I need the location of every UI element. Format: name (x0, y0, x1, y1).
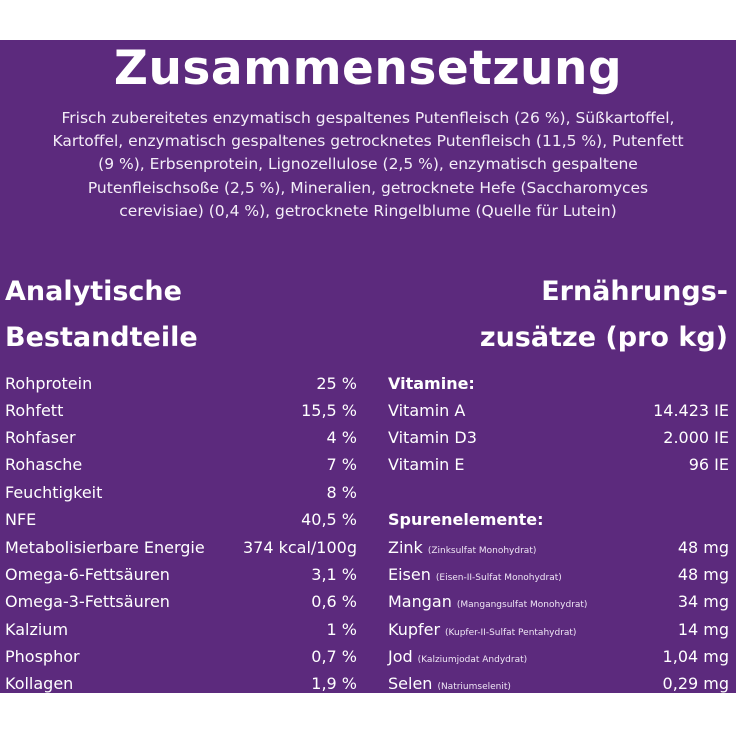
analytics-label: NFE (5, 510, 37, 529)
analytics-row (5, 561, 357, 588)
analytics-value: 0,6 % (311, 592, 357, 611)
trace-value: 14 mg (677, 620, 729, 639)
analytics-heading-line: Bestandteile (5, 322, 198, 353)
analytics-value: 3,1 % (311, 565, 357, 584)
analytics-row (5, 670, 357, 697)
analytics-row (5, 451, 357, 478)
trace-value: 34 mg (677, 592, 729, 611)
trace-heading (388, 506, 729, 533)
trace-value: 48 mg (677, 538, 729, 557)
analytics-value: 4 % (326, 428, 357, 447)
nutrition-panel (0, 40, 736, 693)
vitamin-row (388, 451, 729, 478)
trace-row (388, 643, 729, 670)
analytics-label: Phosphor (5, 647, 80, 666)
analytics-value: 8 % (326, 483, 357, 502)
analytics-row (5, 506, 357, 533)
vitamin-value: 96 IE (688, 455, 729, 474)
trace-row (388, 588, 729, 615)
trace-note: (Kupfer-II-Sulfat Pentahydrat) (445, 628, 577, 638)
analytics-row (5, 424, 357, 451)
trace-note: (Natriumselenit) (437, 682, 511, 692)
analytics-heading-line: Analytische (5, 276, 182, 307)
analytics-value: 7 % (326, 455, 357, 474)
trace-row (388, 561, 729, 588)
composition-line: (9 %), Erbsenprotein, Lignozellulose (2,5 %), enzymatisch gespaltene (98, 155, 638, 174)
vitamin-label: Vitamin D3 (388, 428, 477, 447)
analytics-row (5, 479, 357, 506)
analytics-value: 25 % (316, 374, 357, 393)
trace-note: (Zinksulfat Monohydrat) (427, 546, 537, 556)
analytics-label: Feuchtigkeit (5, 483, 103, 502)
vitamins-heading (388, 370, 729, 397)
analytics-row (5, 643, 357, 670)
vitamin-label: Vitamin E (388, 455, 465, 474)
composition-line: Frisch zubereitetes enzymatisch gespaltenes Putenfleisch (26 %), Süßkartoffel, (61, 109, 675, 127)
trace-heading-label: Spurenelemente: (388, 510, 544, 529)
additives-heading-line: zusätze (pro kg) (479, 322, 728, 353)
trace-label: Selen (388, 674, 433, 693)
analytics-row (5, 370, 357, 397)
additives-heading (480, 269, 728, 361)
analytics-value: 374 kcal/100g (242, 538, 357, 557)
analytics-value: 1,9 % (311, 674, 357, 693)
analytics-label: Rohprotein (5, 374, 93, 393)
analytics-label: Omega-3-Fettsäuren (5, 592, 170, 611)
analytics-label: Rohfett (5, 401, 64, 420)
composition-text (10, 107, 726, 223)
trace-label: Mangan (388, 592, 452, 611)
vitamin-label: Vitamin A (388, 401, 466, 420)
analytics-label: Omega-6-Fettsäuren (5, 565, 170, 584)
trace-row (388, 534, 729, 561)
analytics-row (5, 534, 357, 561)
trace-note: (Kalziumjodat Andydrat) (417, 655, 528, 665)
trace-note: (Mangangsulfat Monohydrat) (456, 600, 588, 610)
trace-label: Kupfer (388, 620, 441, 639)
trace-row (388, 616, 729, 643)
analytics-row (5, 616, 357, 643)
vitamin-value: 14.423 IE (653, 401, 729, 420)
analytics-value: 15,5 % (301, 401, 357, 420)
vitamin-value: 2.000 IE (663, 428, 729, 447)
analytics-row (5, 588, 357, 615)
analytics-heading (5, 269, 198, 361)
vitamins-heading-label: Vitamine: (388, 374, 475, 393)
composition-line: Kartoffel, enzymatisch gespaltenes getrocknetes Putenfleisch (11,5 %), Putenfett (52, 132, 684, 151)
trace-note: (Eisen-II-Sulfat Monohydrat) (435, 573, 562, 583)
composition-line: cerevisiae) (0,4 %), getrocknete Ringelblume (Quelle für Lutein) (119, 201, 617, 220)
analytics-value: 1 % (326, 620, 357, 639)
composition-title: Zusammensetzung (113, 41, 623, 96)
analytics-label: Kalzium (5, 620, 69, 639)
analytics-label: Kollagen (5, 674, 74, 693)
composition-line: Putenfleischsoße (2,5 %), Mineralien, getrocknete Hefe (Saccharomyces (87, 178, 649, 197)
analytics-value: 0,7 % (311, 647, 357, 666)
analytics-label: Metabolisierbare Energie (5, 538, 205, 557)
vitamin-row (388, 397, 729, 424)
additives-heading-line: Ernährungs- (541, 276, 728, 307)
trace-label: Zink (388, 538, 423, 557)
trace-label: Jod (388, 647, 413, 666)
vitamin-row (388, 424, 729, 451)
trace-value: 48 mg (677, 565, 729, 584)
analytics-label: Rohasche (5, 455, 83, 474)
analytics-row (5, 397, 357, 424)
trace-value: 1,04 mg (662, 647, 729, 666)
analytics-label: Rohfaser (5, 428, 76, 447)
analytics-value: 40,5 % (301, 510, 357, 529)
trace-value: 0,29 mg (662, 674, 729, 693)
trace-label: Eisen (388, 565, 431, 584)
trace-row (388, 670, 729, 697)
